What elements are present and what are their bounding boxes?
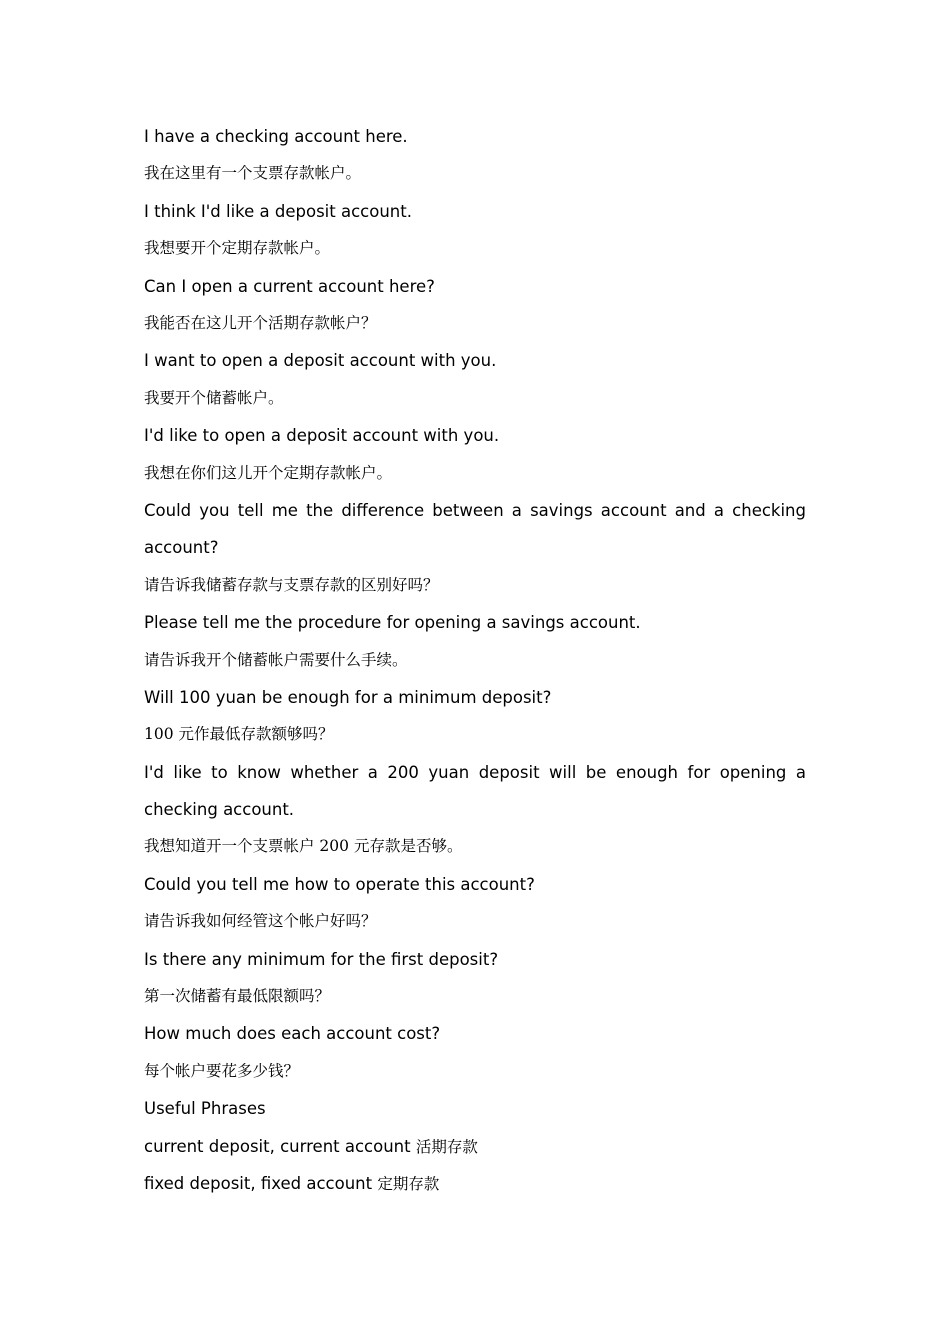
- cn-line: 我想要开个定期存款帐户。: [144, 239, 331, 258]
- phrase-line: [144, 1128, 806, 1165]
- en-line: Could you tell me how to operate this account?: [144, 874, 535, 894]
- cn-line: 请告诉我如何经管这个帐户好吗？: [144, 912, 377, 931]
- en-line: How much does each account cost?: [144, 1024, 441, 1044]
- en-line-wrapped: Could you tell me the difference between a savings account and a checking account?: [144, 500, 806, 558]
- en-line-wrapped: I'd like to know whether a 200 yuan deposit will be enough for opening a checking account.: [144, 762, 806, 820]
- cn-line: 100 元作最低存款额够吗？: [144, 725, 334, 744]
- cn-line: 我在这里有一个支票存款帐户。: [144, 164, 362, 183]
- en-line: I have a checking account here.: [144, 127, 408, 146]
- en-line: I want to open a deposit account with you.: [144, 351, 497, 371]
- en-line: I'd like to open a deposit account with you.: [144, 426, 500, 446]
- cn-line: 每个帐户要花多少钱？: [144, 1061, 300, 1080]
- phrase-en: current deposit, current account: [144, 1136, 411, 1156]
- en-line: Please tell me the procedure for opening a savings account.: [144, 613, 641, 633]
- cn-line: 我能否在这儿开个活期存款帐户？: [144, 313, 377, 332]
- en-line: Will 100 yuan be enough for a minimum deposit?: [144, 687, 552, 707]
- document-body: [144, 118, 806, 1202]
- phrase-cn: 定期存款: [377, 1175, 440, 1193]
- cn-line: 请告诉我开个储蓄帐户需要什么手续。: [144, 650, 408, 669]
- phrase-cn: 活期存款: [415, 1137, 478, 1156]
- phrase-line: [144, 1165, 806, 1202]
- section-heading: Useful Phrases: [144, 1099, 266, 1119]
- cn-line: 请告诉我储蓄存款与支票存款的区别好吗？: [144, 575, 439, 594]
- en-line: Can I open a current account here?: [144, 276, 435, 296]
- cn-line: 第一次储蓄有最低限额吗？: [144, 987, 331, 1006]
- cn-line: 我想在你们这儿开个定期存款帐户。: [144, 463, 393, 482]
- en-line: Is there any minimum for the first deposit?: [144, 949, 499, 969]
- en-line: I think I'd like a deposit account.: [144, 201, 412, 221]
- cn-line: 我想知道开一个支票帐户 200 元存款是否够。: [144, 837, 463, 856]
- phrase-en: fixed deposit, fixed account: [144, 1174, 373, 1193]
- cn-line: 我要开个储蓄帐户。: [144, 388, 284, 407]
